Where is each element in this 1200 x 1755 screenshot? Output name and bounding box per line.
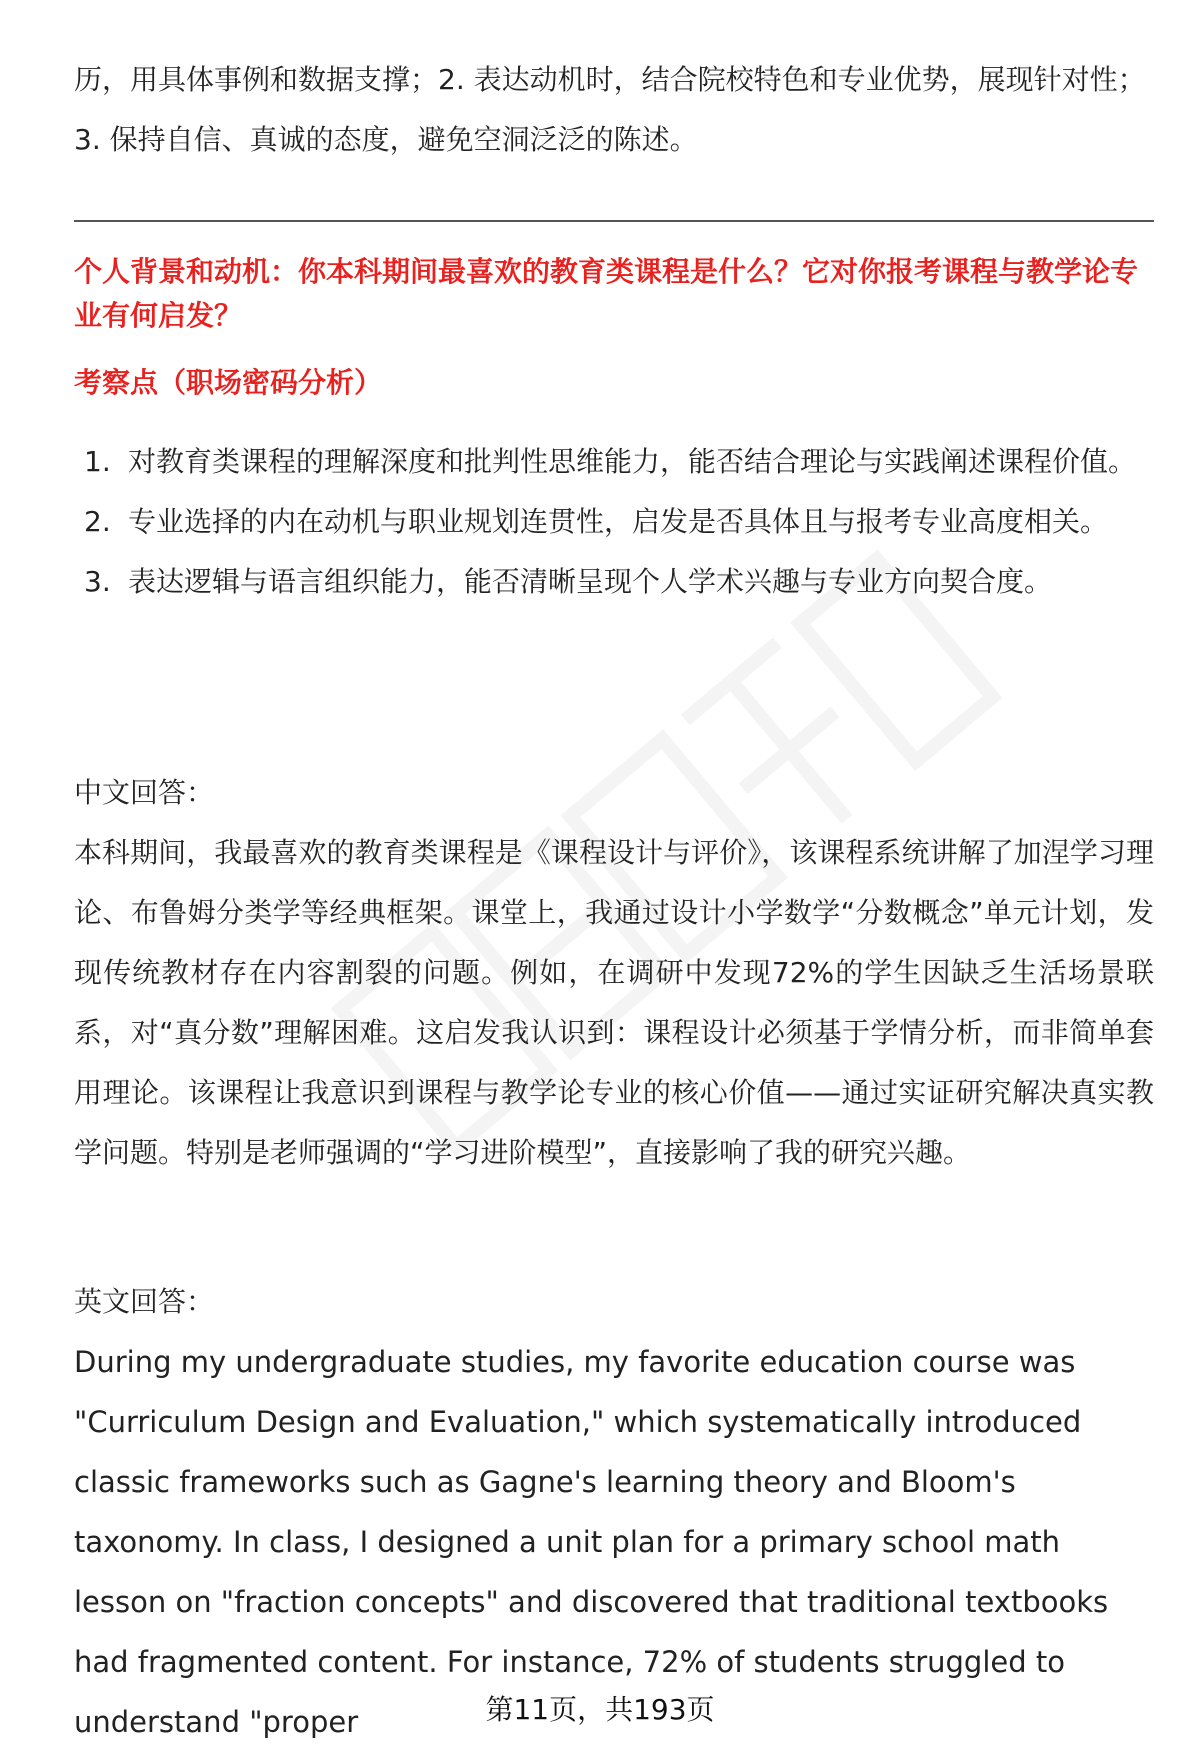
assessment-point: [74, 552, 1154, 612]
chinese-answer-label: 中文回答：: [74, 776, 215, 809]
question-heading: 个人背景和动机：你本科期间最喜欢的教育类课程是什么？它对你报考课程与教学论专业有何启发？: [74, 255, 1139, 332]
point-number: 3.: [84, 565, 111, 598]
point-number: 1.: [84, 445, 111, 478]
point-text: 专业选择的内在动机与职业规划连贯性，启发是否具体且与报考专业高度相关。: [128, 505, 1109, 538]
assessment-title: 考察点（职场密码分析）: [74, 366, 383, 399]
chinese-answer-text: 本科期间，我最喜欢的教育类课程是《课程设计与评价》，该课程系统讲解了加涅学习理论、布鲁姆分类学等经典框架。课堂上，我通过设计小学数学“分数概念”单元计划，发现传统教材存在内容割裂的问题。例如，在调研中发现72%的学生因缺乏生活场景联系，对“真分数”理解困难。这启发我认识到：课程设计必须基于学情分析，而非简单套用理论。该课程让我意识到课程与教学论专业的核心价值——通过实证研究解决真实教学问题。特别是老师强调的“学习进阶模型”，直接影响了我的研究兴趣。: [74, 836, 1154, 1169]
english-answer-label: 英文回答：: [74, 1285, 215, 1318]
point-text: 对教育类课程的理解深度和批判性思维能力，能否结合理论与实践阐述课程价值。: [128, 445, 1137, 478]
section-divider: [74, 220, 1154, 222]
english-answer-text: During my undergraduate studies, my favorite education course was "Curriculum Design and Evaluation," which systematically introduced classic frameworks such as Gagne's learning theory and Bloom's taxonomy. In class, I designed a unit plan for a primary school math lesson on "fraction concepts" and discovered that traditional textbooks had fragmented content. For instance, 72% of students struggled to understand "proper: [74, 1345, 1109, 1739]
page-footer: 第11页，共193页: [485, 1693, 715, 1726]
assessment-points-list: [74, 432, 1154, 612]
assessment-point: [74, 492, 1154, 552]
assessment-point: [74, 432, 1154, 492]
intro-paragraph: 历，用具体事例和数据支撑；2. 表达动机时，结合院校特色和专业优势，展现针对性；3. 保持自信、真诚的态度，避免空洞泛泛的陈述。: [74, 63, 1146, 156]
point-text: 表达逻辑与语言组织能力，能否清晰呈现个人学术兴趣与专业方向契合度。: [128, 565, 1053, 598]
point-number: 2.: [84, 505, 111, 538]
